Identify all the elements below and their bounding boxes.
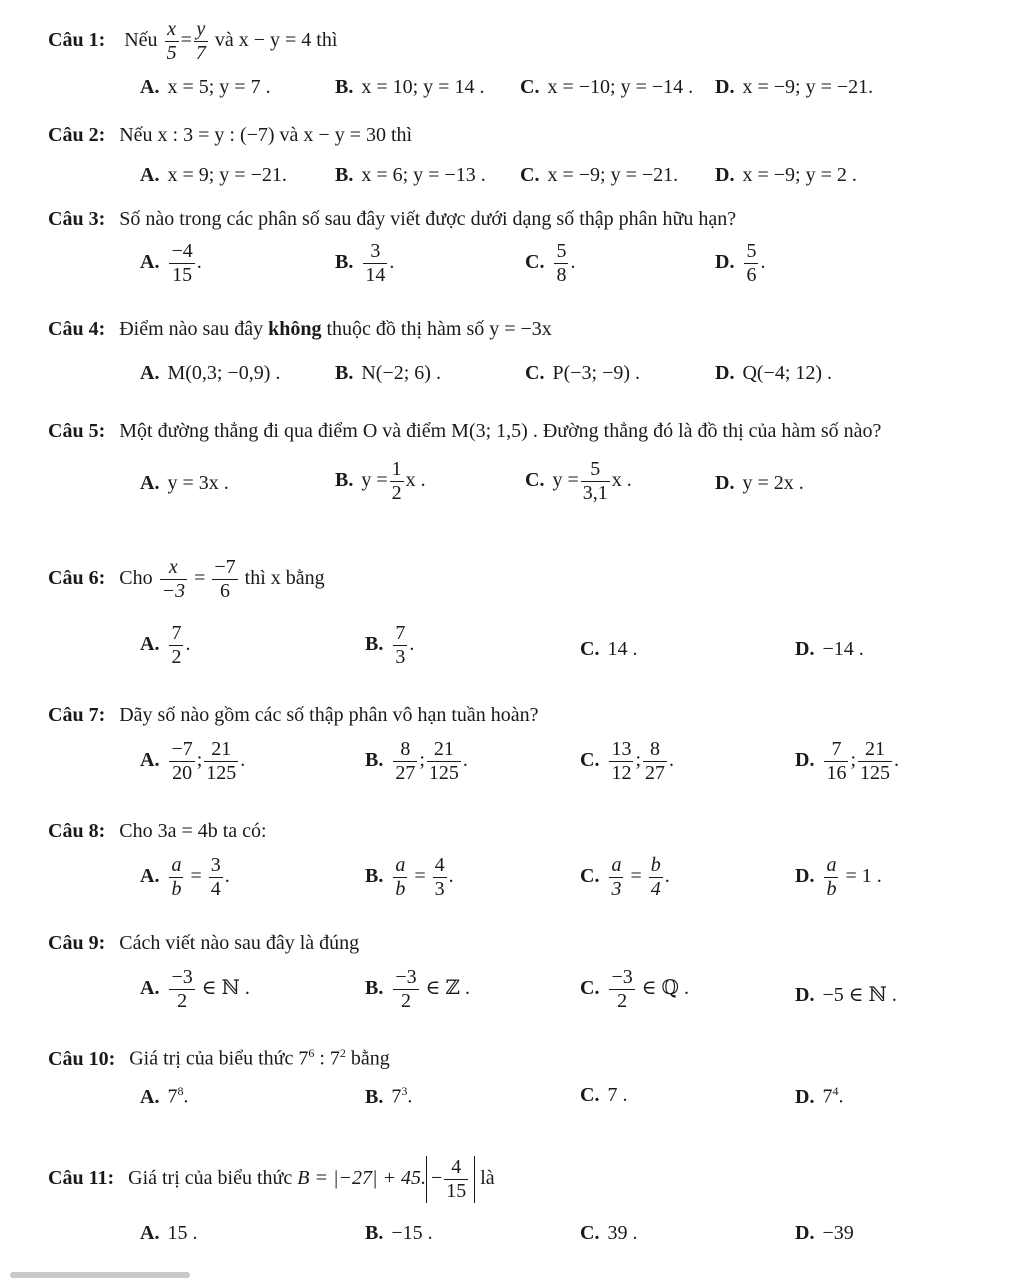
option-a[interactable]: A. $\frac{-7}{20}$ ; $\frac{21}{125}$ . (140, 738, 246, 784)
option-d[interactable]: D. $\frac{7}{16}$ ; $\frac{21}{125}$ . (795, 738, 900, 784)
option-d[interactable]: D. −14 . (795, 638, 864, 660)
option-b[interactable]: B. $\frac{-3}{2}$ ∈ ℤ . (365, 966, 471, 1012)
option-a[interactable]: A. $\frac{a}{b}$ = $\frac{3}{4}$ . (140, 854, 230, 900)
option-b[interactable]: B. $7^3$. (365, 1084, 413, 1108)
fraction: $\frac{y}{7}$ (195, 18, 206, 64)
option-c[interactable]: C. P(−3; −9) . (525, 362, 641, 384)
option-c[interactable]: C. $\frac{a}{3}$ = $\frac{b}{4}$ . (580, 854, 670, 900)
option-d[interactable]: D. −5 ∈ ℕ . (795, 984, 897, 1006)
question-1: Câu 1: Nếu $\frac{x}{5}$ = $\frac{y}{7}$ và x − y = 4 thì (48, 18, 338, 64)
question-2: Câu 2: Nếu x : 3 = y : (−7) và x − y = 30 thì (48, 124, 413, 146)
option-a[interactable]: A. x = 5; y = 7 . (140, 76, 271, 98)
option-a[interactable]: A. $\frac{-4}{15}$ . (140, 240, 202, 286)
option-c[interactable]: C. 7 . (580, 1084, 628, 1106)
option-d[interactable]: D. $7^4$. (795, 1084, 844, 1108)
option-b[interactable]: B. −15 . (365, 1222, 433, 1244)
option-d[interactable]: D. −39 (795, 1222, 854, 1244)
option-b[interactable]: B. $\frac{8}{27}$ ; $\frac{21}{125}$ . (365, 738, 468, 784)
option-c[interactable]: C. x = −9; y = −21. (520, 164, 679, 186)
option-d[interactable]: D. Q(−4; 12) . (715, 362, 833, 384)
option-c[interactable]: C. x = −10; y = −14 . (520, 76, 694, 98)
option-a[interactable]: A. x = 9; y = −21. (140, 164, 287, 186)
question-9: Câu 9: Cách viết nào sau đây là đúng (48, 932, 360, 954)
option-c[interactable]: C. 14 . (580, 638, 638, 660)
question-11: Câu 11: Giá trị của biểu thức B = |−27| + 45. − $\frac{4}{15}$ là (48, 1156, 495, 1202)
option-b[interactable]: B. $\frac{3}{14}$ . (335, 240, 395, 286)
option-a[interactable]: A. 15 . (140, 1222, 198, 1244)
option-b[interactable]: B. $\frac{a}{b}$ = $\frac{4}{3}$ . (365, 854, 454, 900)
option-d[interactable]: D. x = −9; y = 2 . (715, 164, 857, 186)
question-6: Câu 6: Cho $\frac{x}{-3}$ = $\frac{-7}{6}$ thì x bằng (48, 556, 325, 602)
option-c[interactable]: C. $\frac{13}{12}$ ; $\frac{8}{27}$ . (580, 738, 675, 784)
question-7: Câu 7: Dãy số nào gồm các số thập phân vô hạn tuần hoàn? (48, 704, 539, 726)
scan-artifact (10, 1272, 190, 1278)
option-c[interactable]: C. 39 . (580, 1222, 638, 1244)
option-c[interactable]: C. y = $\frac{5}{3,1}$ x . (525, 458, 632, 504)
option-b[interactable]: B. N(−2; 6) . (335, 362, 441, 384)
option-a[interactable]: A. y = 3x . (140, 472, 229, 494)
option-d[interactable]: D. y = 2x . (715, 472, 804, 494)
option-a[interactable]: A. $\frac{7}{2}$ . (140, 622, 191, 668)
fraction: $\frac{x}{5}$ (166, 18, 177, 64)
question-8: Câu 8: Cho 3a = 4b ta có: (48, 820, 267, 842)
option-b[interactable]: B. x = 10; y = 14 . (335, 76, 485, 98)
option-d[interactable]: D. $\frac{5}{6}$ . (715, 240, 766, 286)
option-a[interactable]: A. $\frac{-3}{2}$ ∈ ℕ . (140, 966, 250, 1012)
option-a[interactable]: A. M(0,3; −0,9) . (140, 362, 281, 384)
option-b[interactable]: B. $\frac{7}{3}$ . (365, 622, 415, 668)
question-3: Câu 3: Số nào trong các phân số sau đây viết được dưới dạng số thập phân hữu hạn? (48, 208, 737, 230)
question-5: Câu 5: Một đường thẳng đi qua điểm O và điểm M(3; 1,5) . Đường thẳng đó là đồ thị của hàm số nào? (48, 420, 882, 442)
option-b[interactable]: B. x = 6; y = −13 . (335, 164, 486, 186)
option-b[interactable]: B. y = $\frac{1}{2}$ x . (335, 458, 426, 504)
option-c[interactable]: C. $\frac{5}{8}$ . (525, 240, 576, 286)
option-d[interactable]: D. $\frac{a}{b}$ = 1 . (795, 854, 882, 900)
question-4: Câu 4: Điểm nào sau đây không thuộc đồ thị hàm số y = −3x (48, 318, 552, 340)
option-c[interactable]: C. $\frac{-3}{2}$ ∈ ℚ . (580, 966, 689, 1012)
question-10: Câu 10: Giá trị của biểu thức $7^6$ : $7^2$ bằng (48, 1046, 390, 1070)
option-d[interactable]: D. x = −9; y = −21. (715, 76, 874, 98)
option-a[interactable]: A. $7^8$. (140, 1084, 189, 1108)
